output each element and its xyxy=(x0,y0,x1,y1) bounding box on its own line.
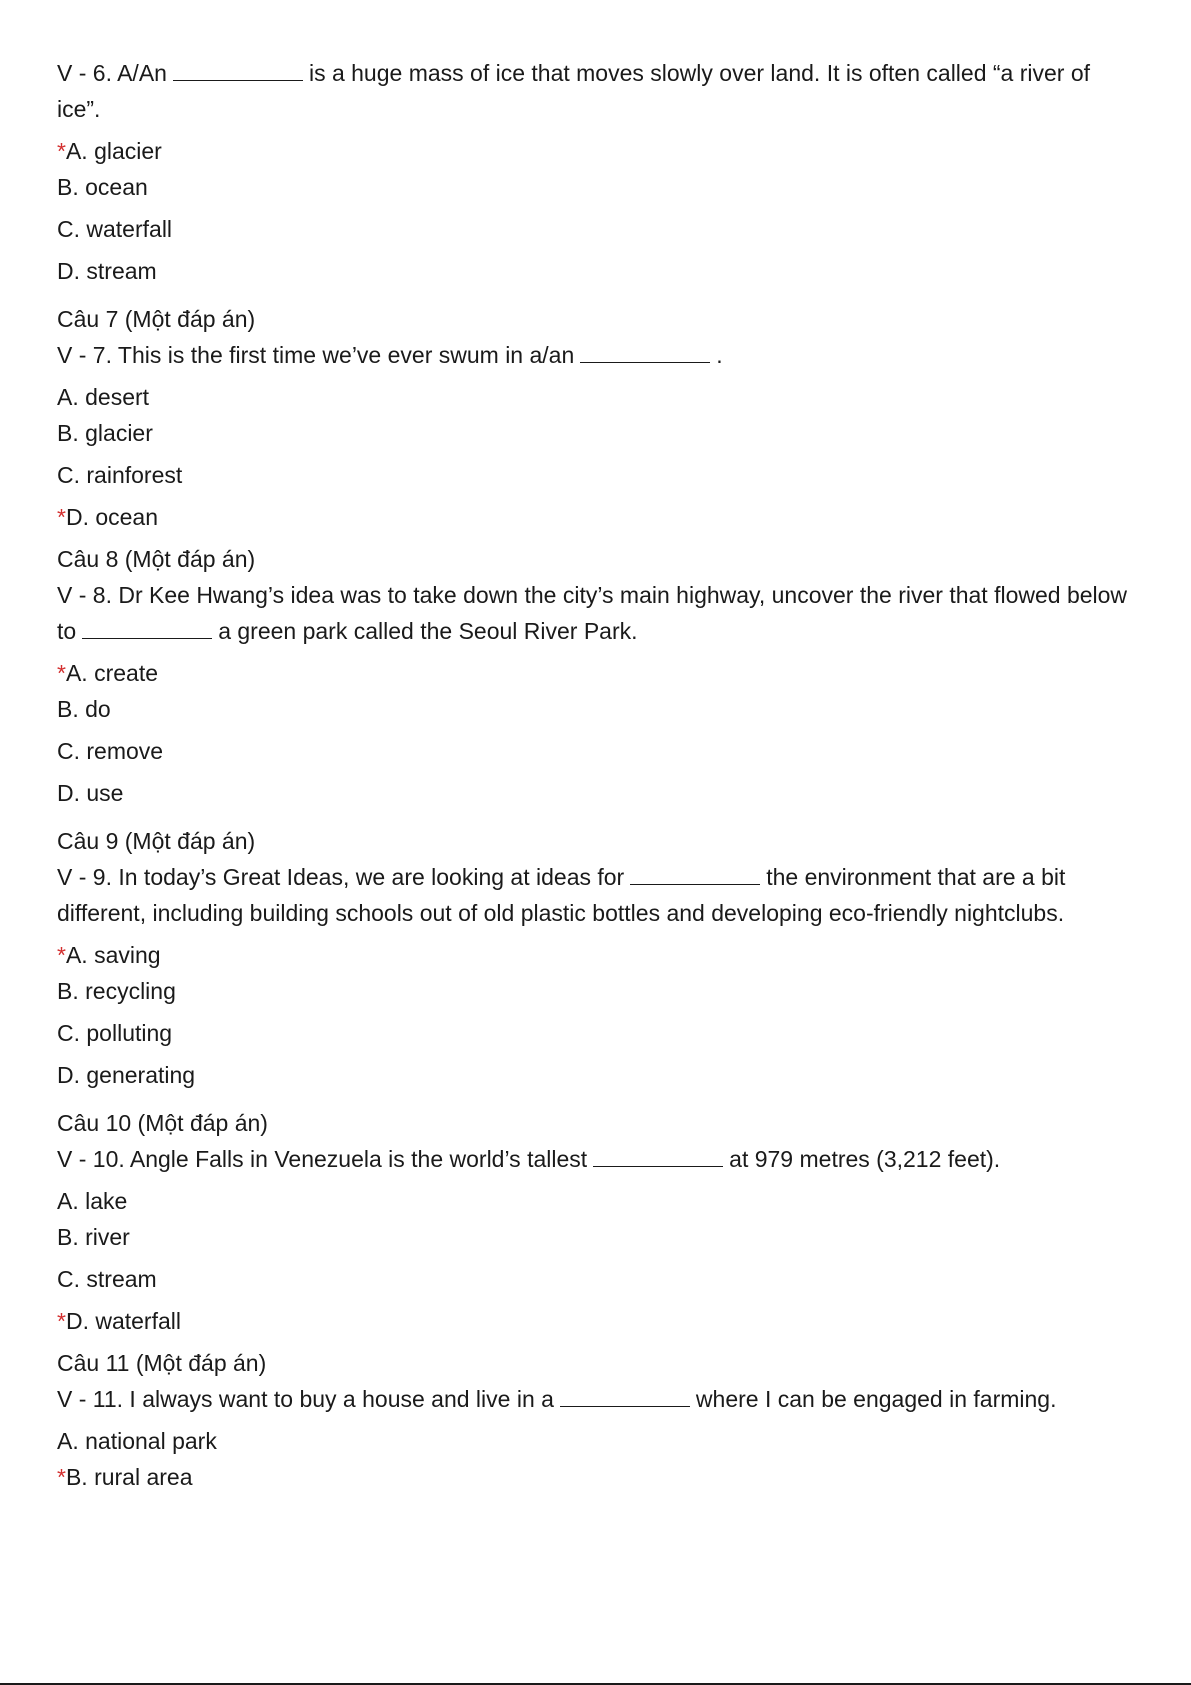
option-list xyxy=(57,1183,1137,1345)
option-a[interactable]: *A. saving xyxy=(57,942,161,968)
quiz-page xyxy=(57,55,1137,1501)
option-b[interactable]: *B. rural area xyxy=(57,1464,193,1490)
question-heading: Câu 9 (Một đáp án) xyxy=(57,828,256,854)
option-d[interactable]: *D. ocean xyxy=(57,504,159,530)
option-list xyxy=(57,655,1137,817)
option-list xyxy=(57,937,1137,1099)
answer-blank xyxy=(593,1146,723,1167)
option-d[interactable]: D. generating xyxy=(57,1062,196,1088)
answer-blank xyxy=(173,60,303,81)
question-8 xyxy=(57,541,1137,817)
question-6 xyxy=(57,55,1137,295)
option-c[interactable]: C. stream xyxy=(57,1266,157,1292)
option-d[interactable]: D. stream xyxy=(57,258,157,284)
option-list xyxy=(57,379,1137,541)
correct-mark: * xyxy=(57,1308,66,1334)
question-11 xyxy=(57,1345,1137,1501)
option-b[interactable]: B. river xyxy=(57,1224,130,1250)
question-text: V - 10. Angle Falls in Venezuela is the world’s tallest at 979 metres (3,212 feet). xyxy=(57,1146,1001,1172)
option-a[interactable]: A. desert xyxy=(57,384,150,410)
question-text: V - 6. A/An is a huge mass of ice that moves slowly over land. It is often called “a river of ice”. xyxy=(57,60,1091,122)
option-b[interactable]: B. recycling xyxy=(57,978,176,1004)
option-a[interactable]: *A. glacier xyxy=(57,138,162,164)
question-9 xyxy=(57,823,1137,1099)
correct-mark: * xyxy=(57,942,66,968)
answer-blank xyxy=(580,342,710,363)
question-text: V - 9. In today’s Great Ideas, we are looking at ideas for the environment that are a bit different, including building schools out of old plastic bottles and developing eco-friendly nightclubs. xyxy=(57,864,1066,926)
option-c[interactable]: C. waterfall xyxy=(57,216,173,242)
option-b[interactable]: B. do xyxy=(57,696,111,722)
option-list xyxy=(57,133,1137,295)
option-c[interactable]: C. rainforest xyxy=(57,462,183,488)
question-7 xyxy=(57,301,1137,541)
question-heading: Câu 8 (Một đáp án) xyxy=(57,546,256,572)
option-a[interactable]: A. national park xyxy=(57,1428,217,1454)
question-heading: Câu 7 (Một đáp án) xyxy=(57,306,256,332)
question-10 xyxy=(57,1105,1137,1345)
option-b[interactable]: B. glacier xyxy=(57,420,153,446)
answer-blank xyxy=(560,1386,690,1407)
correct-mark: * xyxy=(57,138,66,164)
correct-mark: * xyxy=(57,504,66,530)
option-c[interactable]: C. remove xyxy=(57,738,164,764)
option-d[interactable]: *D. waterfall xyxy=(57,1308,181,1334)
question-heading: Câu 11 (Một đáp án) xyxy=(57,1350,267,1376)
option-b[interactable]: B. ocean xyxy=(57,174,148,200)
answer-blank xyxy=(82,618,212,639)
option-a[interactable]: A. lake xyxy=(57,1188,128,1214)
question-text: V - 11. I always want to buy a house and live in a where I can be engaged in farming. xyxy=(57,1386,1057,1412)
correct-mark: * xyxy=(57,660,66,686)
answer-blank xyxy=(630,864,760,885)
option-d[interactable]: D. use xyxy=(57,780,124,806)
option-a[interactable]: *A. create xyxy=(57,660,158,686)
question-heading: Câu 10 (Một đáp án) xyxy=(57,1110,268,1136)
question-text: V - 8. Dr Kee Hwang’s idea was to take down the city’s main highway, uncover the river that flowed below to a green park called the Seoul River Park. xyxy=(57,582,1128,644)
correct-mark: * xyxy=(57,1464,66,1490)
question-text: V - 7. This is the first time we’ve ever swum in a/an . xyxy=(57,342,723,368)
option-c[interactable]: C. polluting xyxy=(57,1020,173,1046)
option-list xyxy=(57,1423,1137,1501)
